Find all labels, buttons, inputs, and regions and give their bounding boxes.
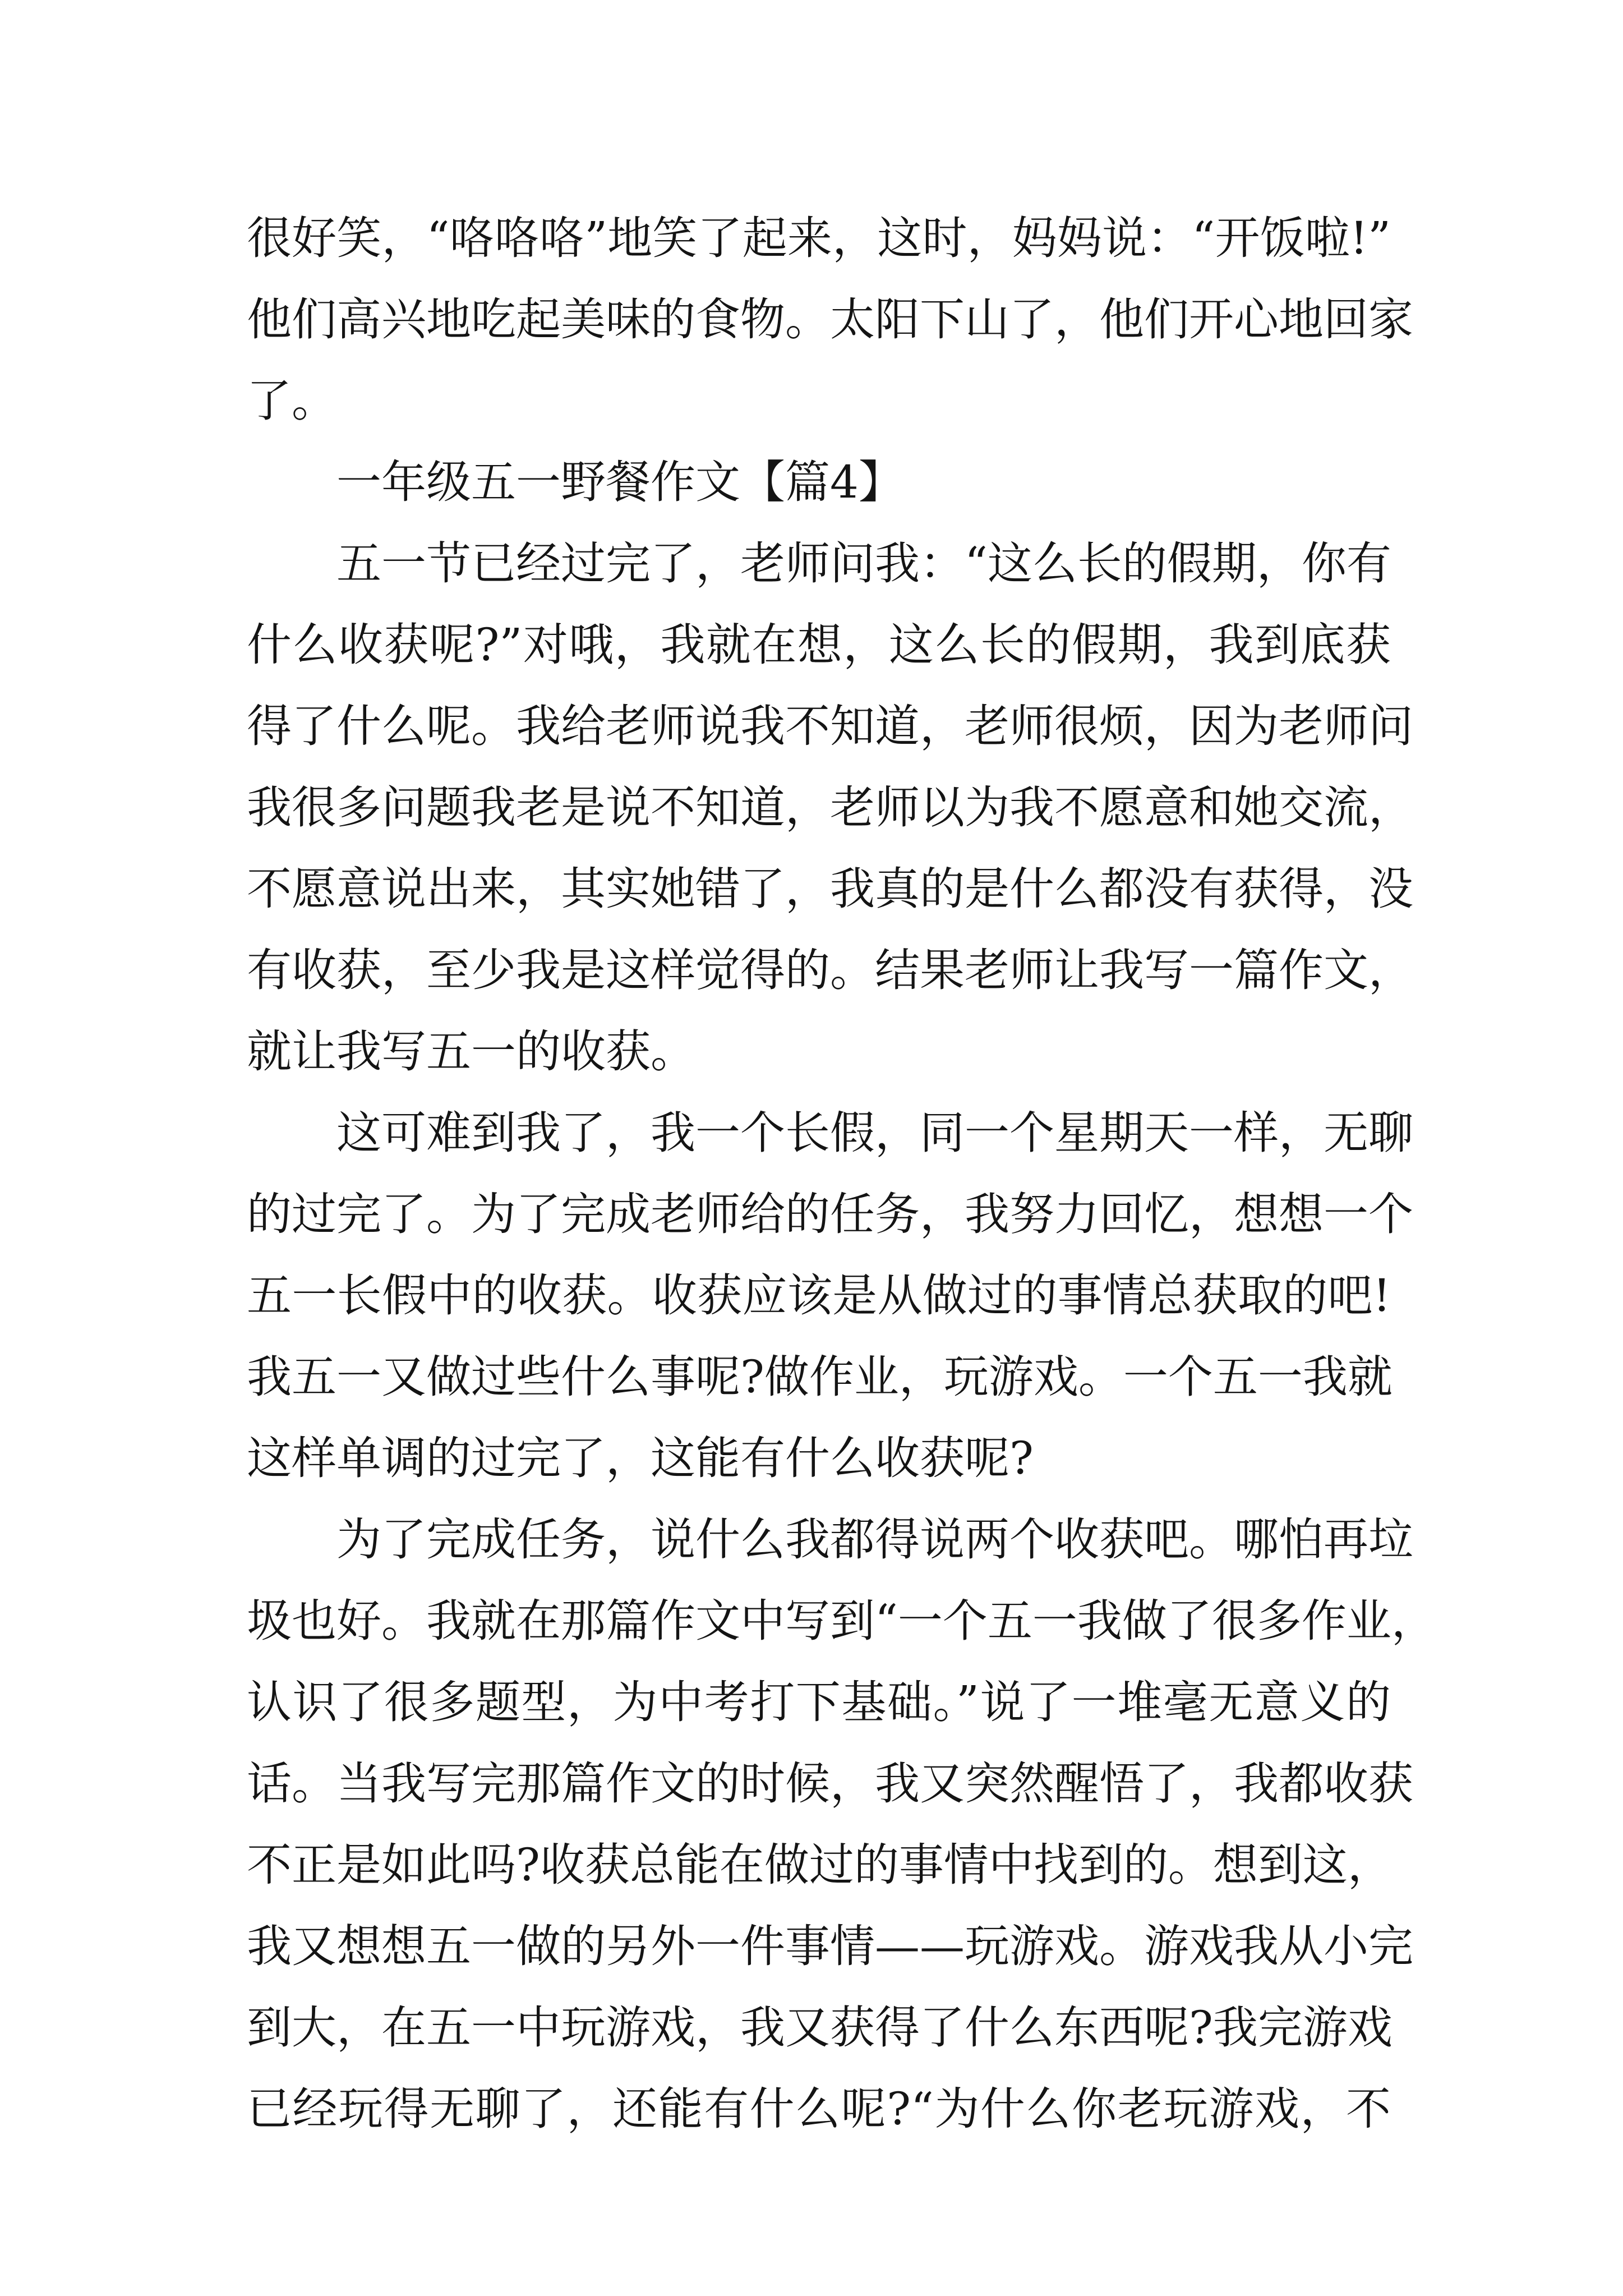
- text-line: 圾也好。我就在那篇作文中写到“一个五一我做了很多作业，: [247, 1595, 1436, 1647]
- text-line: 五一长假中的收获。收获应该是从做过的事情总获取的吧!: [247, 1269, 1391, 1322]
- text-line: 他们高兴地吃起美味的食物。太阳下山了，他们开心地回家: [247, 293, 1413, 346]
- text-line: 什么收获呢?”对哦，我就在想，这么长的假期，我到底获: [247, 619, 1391, 671]
- paragraph-first-line: 为了完成任务，说什么我都得说两个收获吧。哪怕再垃: [336, 1513, 1413, 1566]
- text-line: 不正是如此吗?收获总能在做过的事情中找到的。想到这，: [247, 1839, 1393, 1891]
- text-line: 已经玩得无聊了，还能有什么呢?“为什么你老玩游戏，不: [247, 2083, 1391, 2135]
- text-line: 这样单调的过完了，这能有什么收获呢?: [247, 1432, 1034, 1484]
- paragraph-first-line: 五一节已经过完了，老师问我：“这么长的假期，你有: [336, 537, 1391, 590]
- text-line: 话。当我写完那篇作文的时候，我又突然醒悟了，我都收获: [247, 1757, 1413, 1810]
- text-line: 不愿意说出来，其实她错了，我真的是什么都没有获得，没: [247, 863, 1413, 915]
- document-body: [247, 197, 1436, 2150]
- text-line: 认识了很多题型，为中考打下基础。”说了一堆毫无意义的: [247, 1676, 1391, 1728]
- text-line: 我五一又做过些什么事呢?做作业，玩游戏。一个五一我就: [247, 1351, 1393, 1403]
- text-line: 就让我写五一的收获。: [247, 1025, 695, 1078]
- text-line: 得了什么呢。我给老师说我不知道，老师很烦，因为老师问: [247, 700, 1413, 752]
- text-line: 我又想想五一做的另外一件事情——玩游戏。游戏我从小完: [247, 1920, 1413, 1972]
- text-line: 很好笑，“咯咯咯”地笑了起来，这时，妈妈说：“开饭啦!”: [247, 212, 1391, 264]
- text-line: 我很多问题我老是说不知道，老师以为我不愿意和她交流，: [247, 781, 1413, 834]
- paragraph-first-line: 这可难到我了，我一个长假，同一个星期天一样，无聊: [336, 1107, 1413, 1159]
- section-heading: 一年级五一野餐作文【篇4】: [336, 456, 903, 508]
- text-line: 的过完了。为了完成老师给的任务，我努力回忆，想想一个: [247, 1188, 1413, 1240]
- text-line: 到大，在五一中玩游戏，我又获得了什么东西呢?我完游戏: [247, 2001, 1393, 2054]
- text-line: 了。: [247, 375, 336, 427]
- text-line: 有收获，至少我是这样觉得的。结果老师让我写一篇作文，: [247, 944, 1413, 996]
